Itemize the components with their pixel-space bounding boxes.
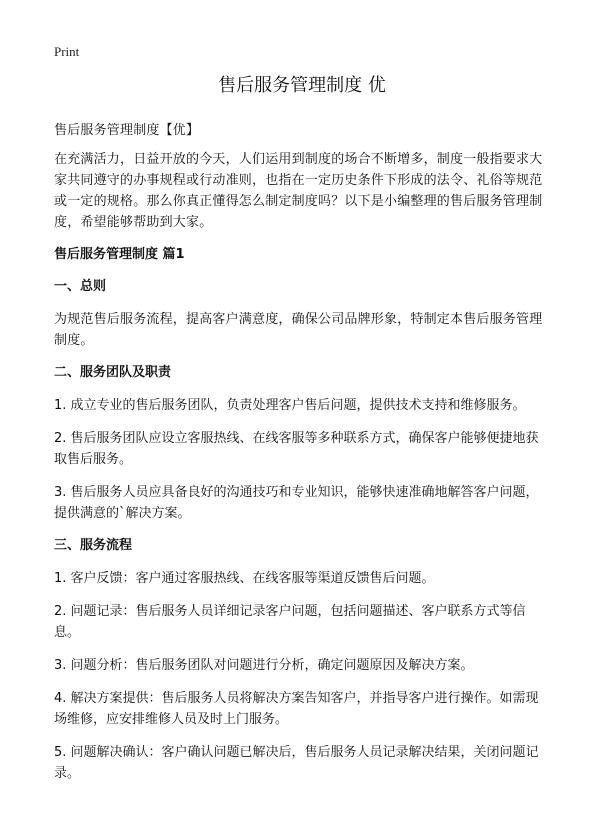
list-item: 1. 客户反馈：客户通过客服热线、在线客服等渠道反馈售后问题。 [54,571,435,586]
section-main-heading: 售后服务管理制度 篇1 [54,247,185,262]
document-subtitle: 售后服务管理制度【优】 [54,123,200,138]
list-item: 2. 问题记录：售后服务人员详细记录客户问题，包括问题描述、客户联系方式等信息。 [54,604,526,640]
list-item: 3. 问题分析：售后服务团队对问题进行分析，确定问题原因及解决方案。 [54,658,474,673]
list-item: 3. 售后服务人员应具备良好的沟通技巧和专业知识，能够快速准确地解答客户问题，提供满意的`解决方案。 [54,485,539,521]
section-heading-team: 二、服务团队及职责 [54,365,172,380]
section-heading-process: 三、服务流程 [54,538,133,553]
section-paragraph: 为规范售后服务流程，提高客户满意度，确保公司品牌形象，特制定本售后服务管理制度。 [54,312,543,348]
document-title: 售后服务管理制度 优 [218,75,386,96]
list-item: 5. 问题解决确认：客户确认问题已解决后，售后服务人员记录解决结果，关闭问题记录。 [54,745,539,781]
list-item: 2. 售后服务团队应设立客服热线、在线客服等多种联系方式，确保客户能够便捷地获取售后服务。 [54,431,539,467]
list-item: 1. 成立专业的售后服务团队，负责处理客户售后问题，提供技术支持和维修服务。 [54,398,526,413]
list-item: 4. 解决方案提供：售后服务人员将解决方案告知客户，并指导客户进行操作。如需现场维修，应安排维修人员及时上门服务。 [54,691,539,727]
intro-paragraph: 在充满活力，日益开放的今天，人们运用到制度的场合不断增多，制度一般指要求大家共同遵守的办事规程或行动准则，也指在一定历史条件下形成的法令、礼俗等规范或一定的规格。那么你真正懂得怎么制定制度吗？以下是小编整理的售后服务管理制度，希望能够帮助到大家。 [54,152,543,230]
print-label: Print [54,44,80,59]
section-heading-general: 一、总则 [54,279,107,294]
